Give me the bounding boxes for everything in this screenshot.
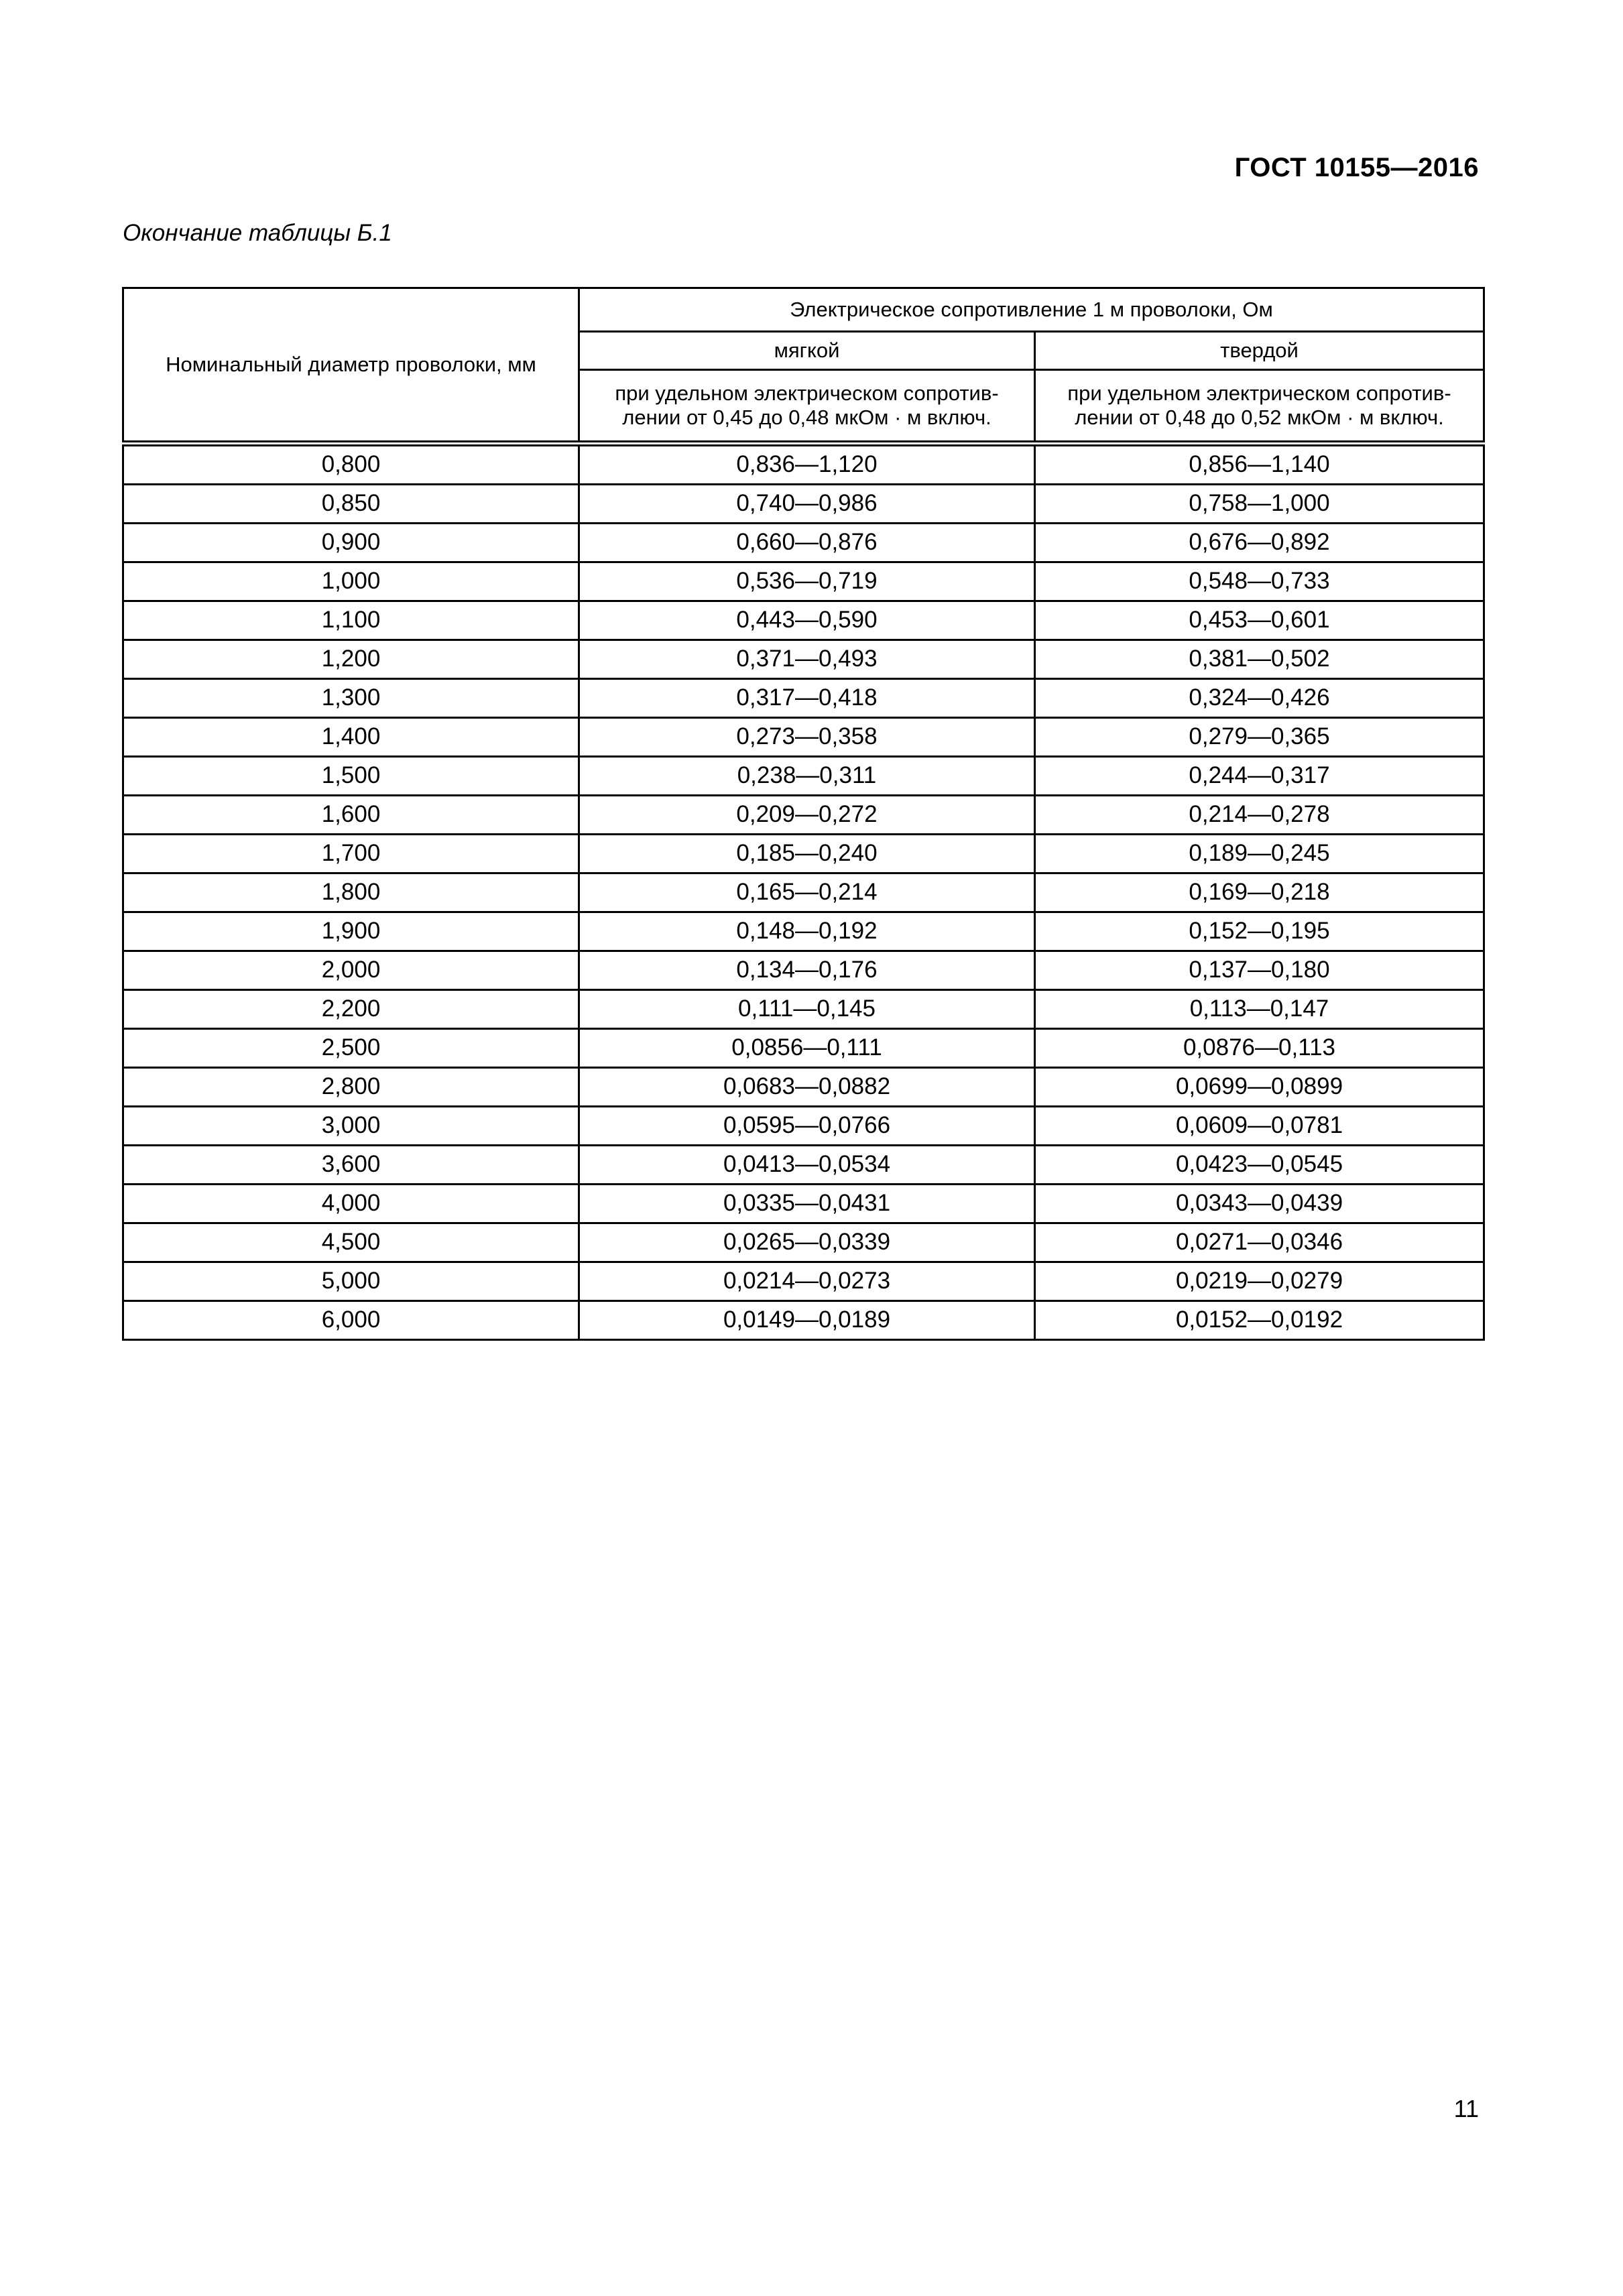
diameter-cell: 1,400	[123, 718, 579, 757]
resistance-column-header: Электрическое сопротивление 1 м проволоки, Ом	[579, 288, 1484, 332]
soft-resistance-cell: 0,0856—0,111	[579, 1029, 1035, 1068]
table-row	[123, 873, 1484, 912]
hard-resistance-cell: 0,214—0,278	[1035, 796, 1484, 835]
page-number: 11	[1453, 2095, 1479, 2122]
soft-resistance-cell: 0,0335—0,0431	[579, 1185, 1035, 1223]
soft-resistance-cell: 0,371—0,493	[579, 640, 1035, 679]
diameter-cell: 1,100	[123, 601, 579, 640]
hard-wire-header: твердой	[1035, 332, 1484, 370]
hard-resistance-cell: 0,152—0,195	[1035, 912, 1484, 951]
soft-resistance-cell: 0,317—0,418	[579, 679, 1035, 718]
diameter-cell: 1,700	[123, 835, 579, 873]
diameter-cell: 0,800	[123, 444, 579, 485]
diameter-column-header: Номинальный диаметр проволоки, мм	[123, 288, 579, 444]
diameter-cell: 4,000	[123, 1185, 579, 1223]
diameter-cell: 6,000	[123, 1301, 579, 1340]
soft-resistance-cell: 0,660—0,876	[579, 524, 1035, 562]
diameter-cell: 3,600	[123, 1146, 579, 1185]
diameter-cell: 1,300	[123, 679, 579, 718]
soft-resistance-cell: 0,0683—0,0882	[579, 1068, 1035, 1107]
hard-resistance-cell: 0,113—0,147	[1035, 990, 1484, 1029]
soft-resistance-cell: 0,273—0,358	[579, 718, 1035, 757]
table-row	[123, 990, 1484, 1029]
soft-resistance-cell: 0,536—0,719	[579, 562, 1035, 601]
table-caption: Окончание таблицы Б.1	[123, 220, 392, 246]
soft-resistance-cell: 0,443—0,590	[579, 601, 1035, 640]
table-row	[123, 1301, 1484, 1340]
table-row	[123, 1107, 1484, 1146]
hard-resistance-cell: 0,0609—0,0781	[1035, 1107, 1484, 1146]
diameter-cell: 3,000	[123, 1107, 579, 1146]
hard-resistance-cell: 0,758—1,000	[1035, 485, 1484, 524]
table-row	[123, 562, 1484, 601]
table-row	[123, 601, 1484, 640]
hard-resistance-cell: 0,0699—0,0899	[1035, 1068, 1484, 1107]
table-row	[123, 951, 1484, 990]
diameter-cell: 1,600	[123, 796, 579, 835]
hard-resistance-cell: 0,453—0,601	[1035, 601, 1484, 640]
hard-resistance-cell: 0,0343—0,0439	[1035, 1185, 1484, 1223]
hard-resistance-cell: 0,381—0,502	[1035, 640, 1484, 679]
table-row	[123, 640, 1484, 679]
table-row	[123, 1146, 1484, 1185]
soft-wire-header: мягкой	[579, 332, 1035, 370]
diameter-cell: 2,800	[123, 1068, 579, 1107]
soft-resistance-cell: 0,165—0,214	[579, 873, 1035, 912]
soft-resistance-cell: 0,0214—0,0273	[579, 1262, 1035, 1301]
table-row	[123, 718, 1484, 757]
hard-resistance-cell: 0,244—0,317	[1035, 757, 1484, 796]
table-body	[123, 444, 1484, 1340]
diameter-cell: 0,850	[123, 485, 579, 524]
soft-resistance-cell: 0,0265—0,0339	[579, 1223, 1035, 1262]
table-row	[123, 796, 1484, 835]
diameter-cell: 1,800	[123, 873, 579, 912]
diameter-cell: 0,900	[123, 524, 579, 562]
table-row	[123, 1223, 1484, 1262]
diameter-cell: 5,000	[123, 1262, 579, 1301]
soft-resistance-cell: 0,0595—0,0766	[579, 1107, 1035, 1146]
soft-resistance-cell: 0,185—0,240	[579, 835, 1035, 873]
hard-resistance-cell: 0,0152—0,0192	[1035, 1301, 1484, 1340]
hard-resistance-cell: 0,676—0,892	[1035, 524, 1484, 562]
diameter-cell: 1,000	[123, 562, 579, 601]
soft-resistance-cell: 0,134—0,176	[579, 951, 1035, 990]
table-header	[123, 288, 1484, 444]
hard-resistance-cell: 0,189—0,245	[1035, 835, 1484, 873]
table-row	[123, 912, 1484, 951]
hard-wire-condition: при удельном электрическом сопротив-лении от 0,48 до 0,52 мкОм · м включ.	[1035, 370, 1484, 444]
diameter-cell: 1,500	[123, 757, 579, 796]
diameter-cell: 2,000	[123, 951, 579, 990]
soft-wire-condition: при удельном электрическом сопротив-лении от 0,45 до 0,48 мкОм · м включ.	[579, 370, 1035, 444]
soft-resistance-cell: 0,740—0,986	[579, 485, 1035, 524]
hard-resistance-cell: 0,169—0,218	[1035, 873, 1484, 912]
hard-resistance-cell: 0,137—0,180	[1035, 951, 1484, 990]
hard-resistance-cell: 0,0219—0,0279	[1035, 1262, 1484, 1301]
soft-resistance-cell: 0,0413—0,0534	[579, 1146, 1035, 1185]
diameter-cell: 4,500	[123, 1223, 579, 1262]
hard-resistance-cell: 0,0876—0,113	[1035, 1029, 1484, 1068]
hard-resistance-cell: 0,279—0,365	[1035, 718, 1484, 757]
standard-designation: ГОСТ 10155—2016	[1234, 153, 1479, 182]
soft-resistance-cell: 0,238—0,311	[579, 757, 1035, 796]
diameter-cell: 1,900	[123, 912, 579, 951]
table-row	[123, 485, 1484, 524]
diameter-cell: 1,200	[123, 640, 579, 679]
soft-resistance-cell: 0,209—0,272	[579, 796, 1035, 835]
hard-resistance-cell: 0,856—1,140	[1035, 444, 1484, 485]
table-row	[123, 1185, 1484, 1223]
table-row	[123, 1262, 1484, 1301]
soft-resistance-cell: 0,836—1,120	[579, 444, 1035, 485]
table-row	[123, 757, 1484, 796]
table-row	[123, 524, 1484, 562]
diameter-cell: 2,200	[123, 990, 579, 1029]
soft-resistance-cell: 0,148—0,192	[579, 912, 1035, 951]
resistance-table	[122, 287, 1485, 1341]
table-row	[123, 1029, 1484, 1068]
diameter-cell: 2,500	[123, 1029, 579, 1068]
hard-resistance-cell: 0,324—0,426	[1035, 679, 1484, 718]
hard-resistance-cell: 0,548—0,733	[1035, 562, 1484, 601]
table-row	[123, 835, 1484, 873]
table-row	[123, 1068, 1484, 1107]
hard-resistance-cell: 0,0271—0,0346	[1035, 1223, 1484, 1262]
table-row	[123, 444, 1484, 485]
hard-resistance-cell: 0,0423—0,0545	[1035, 1146, 1484, 1185]
soft-resistance-cell: 0,0149—0,0189	[579, 1301, 1035, 1340]
table-row	[123, 679, 1484, 718]
soft-resistance-cell: 0,111—0,145	[579, 990, 1035, 1029]
